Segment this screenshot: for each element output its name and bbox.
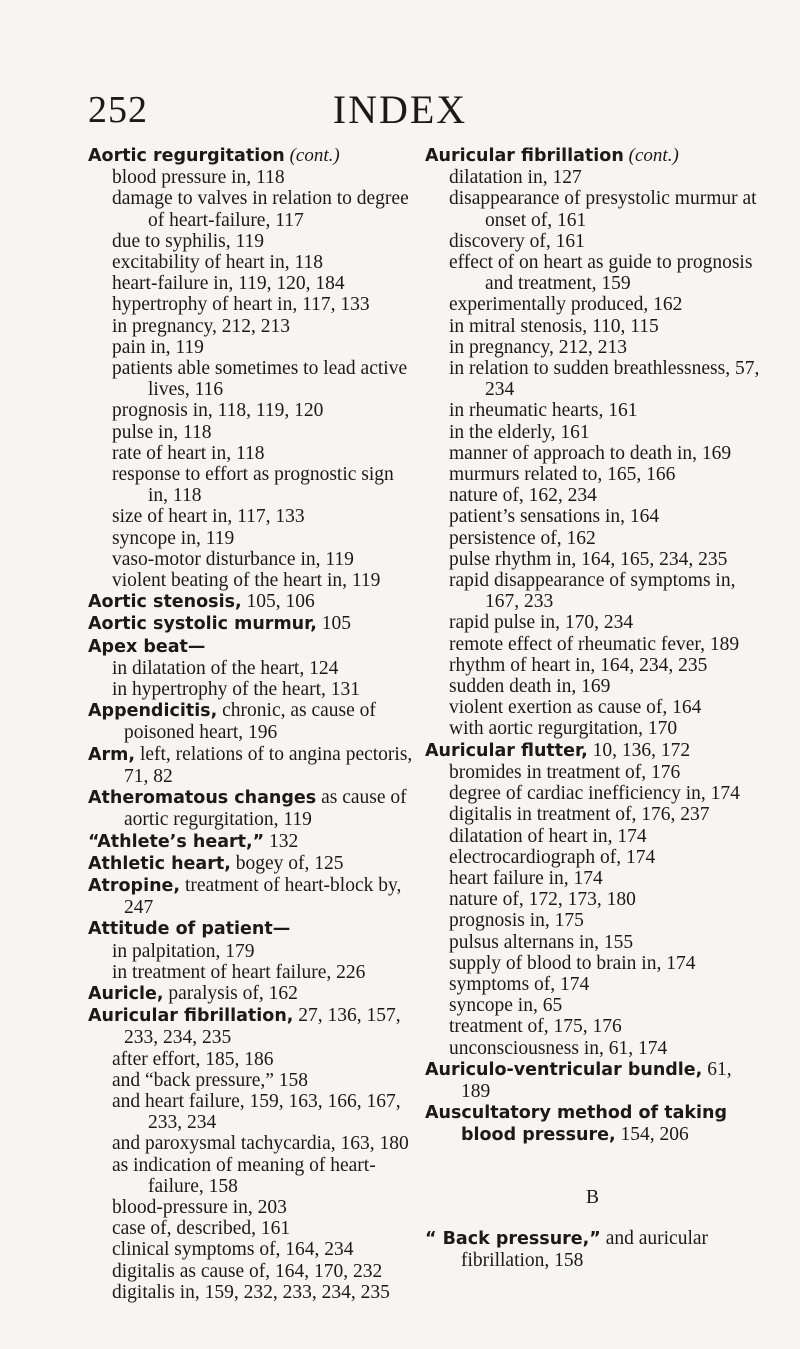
- subentry: remote effect of rheumatic fever, 189: [449, 633, 740, 655]
- index-entry: [425, 1059, 760, 1102]
- entry-pages: 10, 136, 172: [587, 739, 691, 761]
- subentry: violent beating of the heart in, 119: [112, 570, 381, 592]
- index-entry: [88, 700, 418, 743]
- subentry: blood pressure in, 118: [112, 167, 285, 189]
- subentry: digitalis in treatment of, 176, 237: [449, 804, 710, 826]
- subentry: excitability of heart in, 118: [112, 252, 324, 274]
- index-entry: [88, 591, 418, 613]
- entry-heading: Appendicitis,: [88, 701, 218, 722]
- index-entry: [88, 787, 418, 830]
- index-entry: [425, 145, 760, 167]
- entry-text: and auricular fibrillation, 158: [461, 1227, 709, 1271]
- subentry: sudden death in, 169: [449, 676, 611, 698]
- subentry: with aortic regurgitation, 170: [449, 718, 678, 740]
- subentry: murmurs related to, 165, 166: [449, 464, 676, 486]
- subentry: patients able sometimes to lead active lives, 116: [112, 358, 408, 401]
- subentry: pulse in, 118: [112, 421, 212, 443]
- subentry: in treatment of heart failure, 226: [112, 961, 366, 983]
- entry-heading: Auricular fibrillation,: [88, 1006, 294, 1027]
- subentry: nature of, 162, 234: [449, 485, 597, 507]
- index-entry: [88, 853, 418, 875]
- subentry: in pregnancy, 212, 213: [449, 336, 627, 358]
- subentry: in mitral stenosis, 110, 115: [449, 315, 659, 337]
- subentry: manner of approach to death in, 169: [449, 442, 732, 464]
- entry-heading: Auscultatory method of taking blood pressure,: [425, 1103, 728, 1146]
- subentry: in hypertrophy of the heart, 131: [112, 679, 361, 701]
- subentry: in the elderly, 161: [449, 421, 590, 443]
- subentry: syncope in, 65: [449, 995, 563, 1017]
- entry-text: treatment of heart-block by, 247: [124, 874, 402, 919]
- subentry: heart-failure in, 119, 120, 184: [112, 273, 345, 295]
- subentry: and paroxysmal tachycardia, 163, 180: [112, 1133, 409, 1155]
- entry-heading: Auricle,: [88, 983, 164, 1004]
- subentry: degree of cardiac inefficiency in, 174: [449, 783, 740, 805]
- index-entry: [88, 744, 418, 787]
- subentry: nature of, 172, 173, 180: [449, 889, 636, 911]
- subentry: disappearance of presystolic murmur at onset of, 161: [449, 188, 757, 231]
- entry-pages: 105: [316, 613, 351, 635]
- subentry: unconsciousness in, 61, 174: [449, 1037, 668, 1059]
- index-entry: [88, 983, 418, 1005]
- index-entry: [88, 918, 418, 940]
- subentry: electrocardiograph of, 174: [449, 846, 656, 868]
- entry-heading: Arm,: [88, 744, 136, 765]
- subentry: prognosis in, 175: [449, 910, 584, 932]
- index-entry: [425, 740, 760, 762]
- entry-pages: 61, 189: [461, 1058, 732, 1102]
- subentry: after effort, 185, 186: [112, 1048, 274, 1070]
- subentry: and heart failure, 159, 163, 166, 167, 233, 234: [112, 1090, 401, 1134]
- subentry: case of, described, 161: [112, 1218, 291, 1240]
- entry-heading: Aortic regurgitation: [88, 146, 285, 166]
- subentry: prognosis in, 118, 119, 120: [112, 400, 324, 422]
- subentry: and “back pressure,” 158: [112, 1069, 308, 1091]
- subentry: treatment of, 175, 176: [449, 1016, 622, 1038]
- entry-heading: Auriculo-ventricular bundle,: [425, 1059, 703, 1080]
- subentry: in dilatation of the heart, 124: [112, 657, 339, 679]
- entry-heading: “Athlete’s heart,”: [88, 831, 265, 852]
- subentry: in palpitation, 179: [112, 940, 255, 962]
- subentry: in pregnancy, 212, 213: [112, 315, 290, 337]
- subentry: persistence of, 162: [449, 527, 596, 549]
- subentry: blood-pressure in, 203: [112, 1196, 287, 1218]
- entry-text: bogey of, 125: [230, 852, 344, 874]
- entry-heading: Aortic stenosis,: [88, 592, 242, 613]
- subentry: patient’s sensations in, 164: [449, 506, 660, 528]
- subentry: discovery of, 161: [449, 230, 585, 252]
- subentry: size of heart in, 117, 133: [112, 506, 305, 528]
- subentry: dilatation of heart in, 174: [449, 825, 647, 847]
- subentry: supply of blood to brain in, 174: [449, 952, 696, 974]
- subentry: rhythm of heart in, 164, 234, 235: [449, 654, 708, 676]
- page-title: INDEX: [332, 87, 468, 132]
- section-letter: B: [585, 1186, 599, 1208]
- entry-heading: Atheromatous changes: [88, 788, 317, 809]
- continued-marker: (cont.): [628, 145, 679, 166]
- subentry: clinical symptoms of, 164, 234: [112, 1239, 354, 1261]
- subentry: pulse rhythm in, 164, 165, 234, 235: [449, 548, 728, 570]
- subentry: as indication of meaning of heart-failure, 158: [112, 1154, 376, 1197]
- page-number: 252: [88, 89, 148, 131]
- entry-heading: Athletic heart,: [88, 853, 231, 874]
- entry-pages: 27, 136, 157, 233, 234, 235: [124, 1005, 401, 1049]
- index-entry: [425, 1228, 760, 1271]
- subentry: violent exertion as cause of, 164: [449, 697, 702, 719]
- entry-text: left, relations of to angina pectoris, 71, 82: [124, 743, 413, 787]
- subentry: rapid disappearance of symptoms in, 167, 233: [449, 570, 736, 613]
- entry-text: paralysis of, 162: [163, 982, 298, 1004]
- subentry: rapid pulse in, 170, 234: [449, 612, 634, 634]
- index-entry: [425, 1102, 760, 1146]
- index-entry: [88, 613, 418, 635]
- subentry: experimentally produced, 162: [449, 294, 683, 316]
- subentry: rate of heart in, 118: [112, 442, 265, 464]
- continued-marker: (cont.): [289, 145, 340, 166]
- index-entry: [88, 636, 418, 658]
- entry-heading: Auricular flutter,: [425, 740, 588, 761]
- subentry: hypertrophy of heart in, 117, 133: [112, 294, 370, 316]
- index-entry: [88, 1005, 418, 1048]
- entry-heading: “ Back pressure,”: [425, 1228, 601, 1249]
- subentry: in rheumatic hearts, 161: [449, 400, 638, 422]
- entry-text: chronic, as cause of poisoned heart, 196: [124, 700, 376, 744]
- entry-heading: Attitude of patient—: [88, 919, 291, 940]
- right-column: [425, 145, 760, 1271]
- index-entry: [88, 875, 418, 918]
- subentry: response to effort as prognostic sign in, 118: [112, 464, 394, 507]
- entry-pages: 132: [264, 830, 299, 852]
- left-column: [88, 145, 418, 1303]
- subentry: pulsus alternans in, 155: [449, 931, 634, 953]
- entry-heading: Apex beat—: [88, 636, 206, 657]
- subentry: syncope in, 119: [112, 527, 235, 549]
- subentry: symptoms of, 174: [449, 973, 590, 995]
- subentry: effect of on heart as guide to prognosis and treatment, 159: [449, 252, 753, 295]
- entry-heading: Atropine,: [88, 875, 181, 896]
- entry-heading: Aortic systolic murmur,: [88, 614, 317, 635]
- subentry: pain in, 119: [112, 336, 204, 358]
- index-entry: [88, 831, 418, 853]
- entry-heading: Auricular fibrillation: [425, 146, 624, 166]
- entry-pages: 105, 106: [241, 591, 315, 613]
- subentry: due to syphilis, 119: [112, 230, 265, 252]
- subentry: bromides in treatment of, 176: [449, 761, 681, 783]
- subentry: vaso-motor disturbance in, 119: [112, 548, 354, 570]
- subentry: damage to valves in relation to degree of heart-failure, 117: [112, 188, 409, 231]
- subentry: dilatation in, 127: [449, 167, 582, 189]
- index-entry: [88, 145, 418, 167]
- subentry: heart failure in, 174: [449, 867, 603, 889]
- subentry: digitalis in, 159, 232, 233, 234, 235: [112, 1281, 390, 1303]
- entry-pages: 154, 206: [615, 1124, 689, 1146]
- subentry: digitalis as cause of, 164, 170, 232: [112, 1260, 383, 1282]
- entry-text: as cause of aortic regurgitation, 119: [124, 787, 407, 831]
- subentry: in relation to sudden breathlessness, 57, 234: [449, 358, 760, 401]
